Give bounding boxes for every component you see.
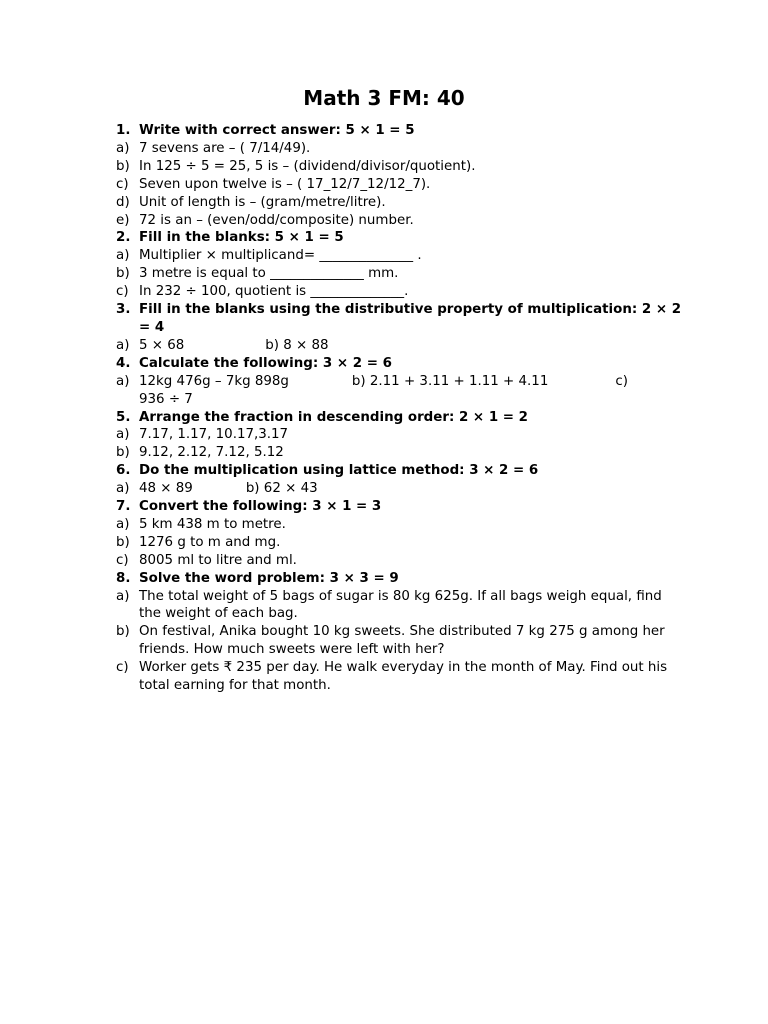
question-number: 6.	[116, 463, 131, 479]
item-text: Multiplier × multiplicand= ______________ .	[139, 248, 422, 264]
item-text	[139, 480, 686, 498]
list-item	[116, 158, 686, 176]
sub-item-a: 48 × 89	[139, 481, 193, 497]
question-number: 8.	[116, 570, 131, 586]
list-item	[116, 659, 686, 695]
item-text: 7 sevens are – ( 7/14/49).	[139, 140, 311, 156]
item-text: 72 is an – (even/odd/composite) number.	[139, 212, 414, 228]
list-item	[116, 516, 686, 534]
item-text: Unit of length is – (gram/metre/litre).	[139, 194, 386, 210]
item-marker: b)	[116, 534, 130, 550]
item-marker: e)	[116, 212, 130, 228]
question-heading	[116, 229, 686, 247]
item-text: In 232 ÷ 100, quotient is ______________.	[139, 284, 409, 300]
list-item	[116, 623, 686, 659]
item-text: 1276 g to m and mg.	[139, 534, 281, 550]
item-marker: a)	[116, 373, 130, 389]
question-heading	[116, 355, 686, 373]
item-text: 8005 ml to litre and ml.	[139, 552, 297, 568]
item-text: On festival, Anika bought 10 kg sweets. She distributed 7 kg 275 g among her friends. How much sweets were left with her?	[139, 624, 665, 658]
list-item	[116, 373, 686, 409]
item-marker: a)	[116, 427, 130, 443]
list-item	[116, 426, 686, 444]
sub-item-b: b) 2.11 + 3.11 + 1.11 + 4.11	[351, 373, 549, 389]
item-marker: b)	[116, 266, 130, 282]
question-number: 1.	[116, 123, 131, 138]
question-heading	[116, 498, 686, 516]
question-text: Solve the word problem: 3 × 3 = 9	[139, 570, 399, 586]
question-text: Fill in the blanks using the distributive property of multiplication: 2 × 2 = 4	[139, 302, 682, 335]
question-heading	[116, 570, 686, 588]
question-heading	[116, 301, 686, 337]
item-text: The total weight of 5 bags of sugar is 80 kg 625g. If all bags weigh equal, find the weight of each bag.	[139, 588, 662, 622]
list-item	[116, 176, 686, 194]
list-item	[116, 247, 686, 265]
item-marker: b)	[116, 445, 130, 461]
item-text: 7.17, 1.17, 10.17,3.17	[139, 427, 289, 443]
question-number: 5.	[116, 409, 131, 425]
list-item	[116, 265, 686, 283]
question-list	[116, 122, 686, 695]
list-item	[116, 588, 686, 624]
item-marker: c)	[116, 176, 129, 192]
item-text: Worker gets ₹ 235 per day. He walk everyday in the month of May. Find out his total earning for that month.	[139, 660, 668, 694]
list-item	[116, 444, 686, 462]
item-marker: d)	[116, 194, 130, 210]
page-title: Math 3 FM: 40	[303, 86, 465, 110]
item-marker: c)	[116, 284, 129, 300]
question-number: 7.	[116, 499, 131, 515]
item-marker: a)	[116, 516, 130, 532]
sub-item-a: 12kg 476g – 7kg 898g	[139, 373, 289, 389]
list-item	[116, 283, 686, 301]
sub-item-c-marker: c)	[615, 373, 628, 389]
list-item	[116, 337, 686, 355]
question-text: Calculate the following: 3 × 2 = 6	[139, 355, 392, 371]
list-item	[116, 212, 686, 230]
list-item	[116, 480, 686, 498]
item-marker: a)	[116, 588, 130, 604]
list-item	[116, 552, 686, 570]
item-marker: c)	[116, 660, 129, 676]
sub-item-b: b) 62 × 43	[245, 481, 318, 497]
question-text: Convert the following: 3 × 1 = 3	[139, 499, 382, 515]
item-text: In 125 ÷ 5 = 25, 5 is – (dividend/divisor/quotient).	[139, 158, 476, 174]
question-number: 3.	[116, 302, 131, 318]
sub-item-c: 936 ÷ 7	[139, 391, 193, 407]
question-number: 2.	[116, 230, 131, 246]
item-text: 9.12, 2.12, 7.12, 5.12	[139, 445, 284, 461]
item-text: Seven upon twelve is – ( 17_12/7_12/12_7).	[139, 176, 431, 192]
item-marker: b)	[116, 624, 130, 640]
item-text: 3 metre is equal to ______________ mm.	[139, 266, 399, 282]
sub-item-b: b) 8 × 88	[265, 337, 329, 353]
item-marker: a)	[116, 481, 130, 497]
item-marker: a)	[116, 248, 130, 264]
item-marker: a)	[116, 140, 130, 156]
item-marker: b)	[116, 158, 130, 174]
question-text: Fill in the blanks: 5 × 1 = 5	[139, 230, 344, 246]
question-text: Do the multiplication using lattice method: 3 × 2 = 6	[139, 463, 539, 479]
list-item	[116, 194, 686, 212]
question-text: Arrange the fraction in descending order: 2 × 1 = 2	[139, 409, 528, 425]
item-text: 5 km 438 m to metre.	[139, 516, 286, 532]
item-text	[139, 337, 686, 355]
question-number: 4.	[116, 355, 131, 371]
list-item	[116, 140, 686, 158]
question-heading	[116, 122, 686, 140]
question-heading	[116, 462, 686, 480]
sub-item-a: 5 × 68	[139, 337, 185, 353]
question-heading	[116, 409, 686, 427]
item-text	[139, 373, 686, 409]
list-item	[116, 534, 686, 552]
question-text: Write with correct answer: 5 × 1 = 5	[139, 123, 415, 138]
item-marker: c)	[116, 552, 129, 568]
item-marker: a)	[116, 337, 130, 353]
